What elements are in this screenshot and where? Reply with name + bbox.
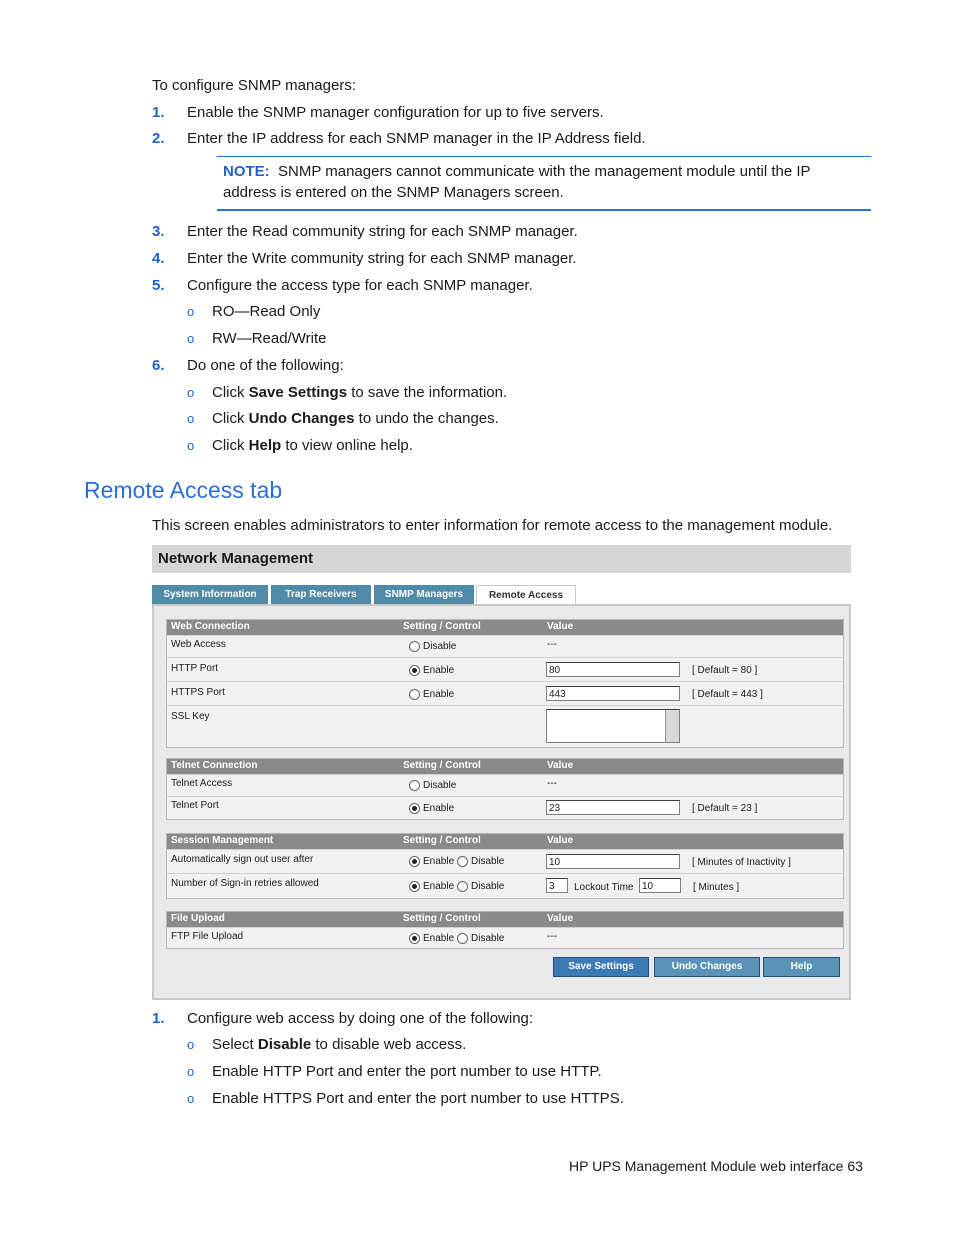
retries-input[interactable]: 3 [546, 878, 568, 893]
retries-disable-option[interactable]: Disable [457, 881, 504, 892]
tab-snmp-managers[interactable]: SNMP Managers [374, 585, 474, 604]
auto-signout-hint: [ Minutes of Inactivity ] [692, 857, 791, 868]
https-enable-option[interactable]: Enable [409, 689, 454, 700]
option-item: Enable HTTP Port and enter the port number to use HTTP. [212, 1063, 602, 1080]
ssl-key-scrollbar[interactable] [665, 710, 679, 742]
lockout-label: Lockout Time [574, 882, 634, 893]
note-text: SNMP managers cannot communicate with the management module until the IP address is entered on the SNMP Managers screen. [223, 163, 811, 201]
https-port-row: HTTPS Port Enable 443 [ Default = 443 ] [167, 681, 843, 706]
value-placeholder: --- [547, 778, 557, 789]
undo-changes-button[interactable]: Undo Changes [654, 957, 760, 977]
auto-signout-input[interactable]: 10 [546, 854, 680, 869]
option-item: Enable HTTPS Port and enter the port number to use HTTPS. [212, 1090, 624, 1107]
step-number: 1. [152, 1010, 165, 1027]
ssl-key-row: SSL Key [167, 705, 843, 748]
tab-system-information[interactable]: System Information [152, 585, 268, 604]
ftp-upload-row: FTP File Upload Enable Disable --- [167, 927, 843, 949]
tab-trap-receivers[interactable]: Trap Receivers [271, 585, 371, 604]
note-label: NOTE: [223, 163, 270, 180]
lockout-time-input[interactable]: 10 [639, 878, 681, 893]
auto-signout-row: Automatically sign out user after Enable Disable 10 [ Minutes of Inactivity ] [167, 849, 843, 874]
step-text: Enter the Write community string for each SNMP manager. [187, 250, 577, 267]
step-text: Configure the access type for each SNMP manager. [187, 277, 533, 294]
note-box [217, 156, 871, 211]
access-type-item: RW—Read/Write [212, 330, 327, 347]
file-upload-group [166, 911, 844, 949]
page-footer: HP UPS Management Module web interface 63 [569, 1158, 863, 1174]
group-header: File Upload Setting / Control Value [167, 912, 843, 927]
step-text: Enter the IP address for each SNMP manager in the IP Address field. [187, 130, 646, 147]
radio-icon [409, 856, 420, 867]
bullet-icon: o [187, 331, 195, 346]
value-placeholder: --- [547, 639, 557, 650]
section-title: Remote Access tab [84, 477, 283, 503]
signin-retries-row: Number of Sign-in retries allowed Enable Disable 3 Lockout Time 10 [ Minutes ] [167, 873, 843, 899]
group-header: Session Management Setting / Control Value [167, 834, 843, 849]
ssl-key-textarea[interactable] [546, 709, 680, 743]
group-header: Web Connection Setting / Control Value [167, 620, 843, 635]
radio-icon [409, 665, 420, 676]
telnet-port-row: Telnet Port Enable 23 [ Default = 23 ] [167, 796, 843, 820]
screenshot-header: Network Management [152, 545, 851, 573]
radio-icon [457, 856, 468, 867]
radio-icon [409, 689, 420, 700]
session-management-group [166, 833, 844, 899]
https-default-hint: [ Default = 443 ] [692, 689, 763, 700]
option-item: Click Save Settings to save the information. [212, 384, 508, 401]
step-number: 2. [152, 130, 165, 147]
option-item: Click Help to view online help. [212, 437, 413, 454]
http-default-hint: [ Default = 80 ] [692, 665, 758, 676]
telnet-port-input[interactable]: 23 [546, 800, 680, 815]
radio-icon [409, 803, 420, 814]
bullet-icon: o [187, 1091, 195, 1106]
step-text: Configure web access by doing one of the following: [187, 1010, 534, 1027]
step-text: Do one of the following: [187, 357, 344, 374]
auto-enable-option[interactable]: Enable [409, 856, 454, 867]
ftp-enable-option[interactable]: Enable [409, 933, 454, 944]
radio-icon [409, 881, 420, 892]
option-item: Select Disable to disable web access. [212, 1036, 467, 1053]
remote-access-screenshot [152, 545, 851, 1000]
step-number: 3. [152, 223, 165, 240]
web-access-row: Web Access Disable --- [167, 635, 843, 658]
step-text: Enter the Read community string for each SNMP manager. [187, 223, 578, 240]
step-number: 4. [152, 250, 165, 267]
web-connection-group [166, 619, 844, 748]
bullet-icon: o [187, 1037, 195, 1052]
radio-icon [409, 933, 420, 944]
telnet-disable-option[interactable]: Disable [409, 780, 456, 791]
retries-enable-option[interactable]: Enable [409, 881, 454, 892]
bullet-icon: o [187, 304, 195, 319]
ftp-disable-option[interactable]: Disable [457, 933, 504, 944]
telnet-enable-option[interactable]: Enable [409, 803, 454, 814]
lockout-hint: [ Minutes ] [693, 882, 740, 893]
radio-icon [457, 933, 468, 944]
step-number: 6. [152, 357, 165, 374]
radio-icon [457, 881, 468, 892]
section-intro: This screen enables administrators to enter information for remote access to the management module. [152, 517, 833, 534]
settings-panel [152, 604, 851, 1000]
radio-icon [409, 780, 420, 791]
step-number: 1. [152, 104, 165, 121]
bullet-icon: o [187, 411, 195, 426]
intro-text: To configure SNMP managers: [152, 77, 356, 94]
help-button[interactable]: Help [763, 957, 840, 977]
value-placeholder: --- [547, 931, 557, 942]
bullet-icon: o [187, 438, 195, 453]
telnet-access-row: Telnet Access Disable --- [167, 774, 843, 797]
tab-remote-access[interactable]: Remote Access [476, 585, 576, 605]
save-settings-button[interactable]: Save Settings [553, 957, 649, 977]
auto-disable-option[interactable]: Disable [457, 856, 504, 867]
radio-icon [409, 641, 420, 652]
bullet-icon: o [187, 1064, 195, 1079]
http-port-input[interactable]: 80 [546, 662, 680, 677]
http-port-row: HTTP Port Enable 80 [ Default = 80 ] [167, 657, 843, 682]
http-enable-option[interactable]: Enable [409, 665, 454, 676]
step-text: Enable the SNMP manager configuration for up to five servers. [187, 104, 604, 121]
web-disable-option[interactable]: Disable [409, 641, 456, 652]
telnet-default-hint: [ Default = 23 ] [692, 803, 758, 814]
step-number: 5. [152, 277, 165, 294]
bullet-icon: o [187, 385, 195, 400]
access-type-item: RO—Read Only [212, 303, 321, 320]
option-item: Click Undo Changes to undo the changes. [212, 410, 499, 427]
https-port-input[interactable]: 443 [546, 686, 680, 701]
telnet-connection-group [166, 758, 844, 820]
group-header: Telnet Connection Setting / Control Value [167, 759, 843, 774]
